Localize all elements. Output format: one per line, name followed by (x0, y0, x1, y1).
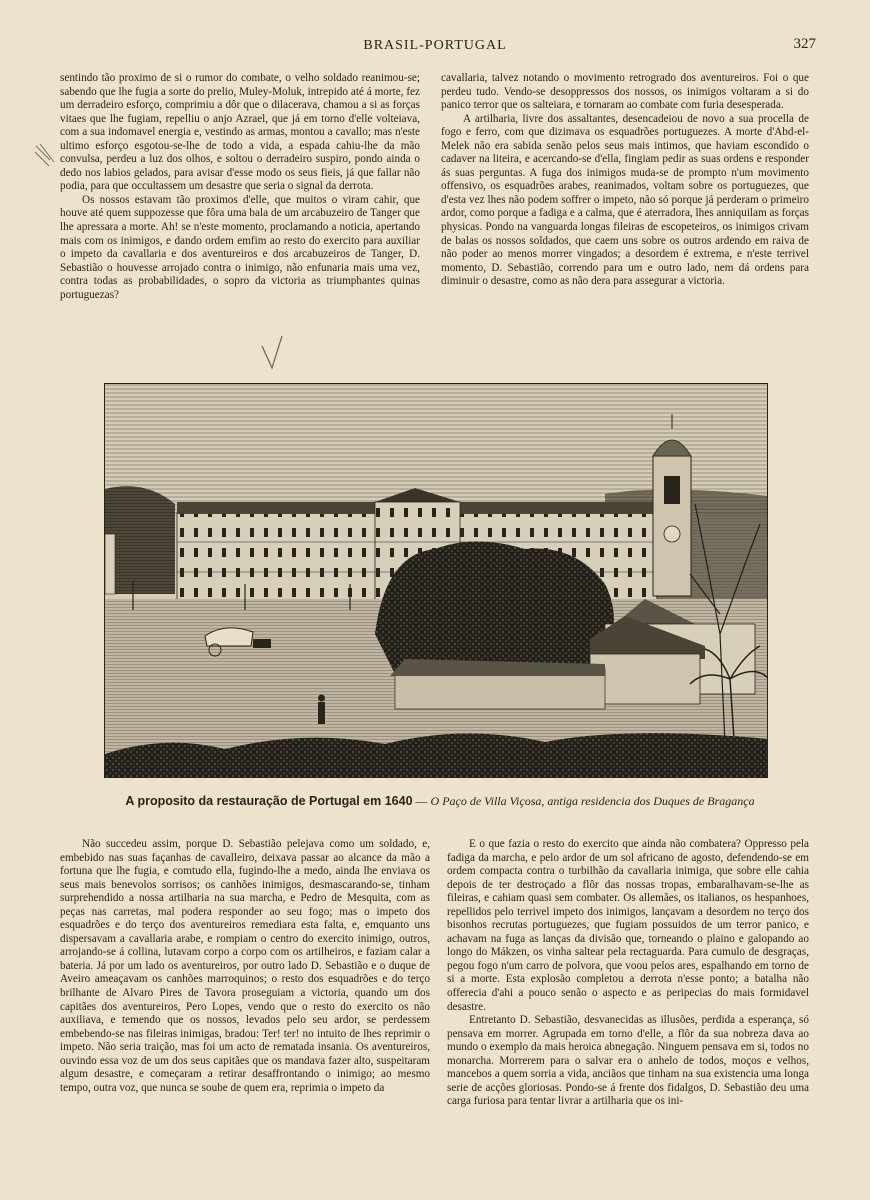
paragraph: A artilharia, livre dos assaltantes, desencadeiou de novo a sua procella de fogo e ferro, com que dizimava os esquadrões portuguezes. A morte d'Abd-el-Melek não era sabida senão pelos seus mais intimos, que haviam escondido o cadaver na liteira, e acercando-se d'ella, fingiam pedir as suas ordens e responder ás suas perguntas. A fuga dos inimigos muda-se de prompto n'um movimento offensivo, os esquadrões arabes, reanimados, voltam sobre os portuguezes, que d'esta vez lhes não podem soffrer o impeto, não só porque já perderam o primeiro ardor, como porque a fadiga e a calma, que é aterradora, lhes anniquilam as forças physicas. Pondo na vanguarda longas fileiras de escopeteiros, os inimigos crivam de balas os nossos soldados, que caem uns sobre os outros ardendo em raiva de não poder ao menos morrer vingados; a desordem é extrema, e n'este terrivel momento, D. Sebastião, correndo para um e outro lado, nem dá ordens para diminuir o desastre, como as não dera para assegurar a victoria. (441, 112, 809, 288)
column-top-right (441, 72, 809, 289)
figure-caption (60, 794, 820, 809)
palace-engraving (105, 384, 768, 778)
caption-title: A proposito da restauração de Portugal em 1640 (125, 794, 413, 808)
column-bottom-left (60, 838, 430, 1095)
tree-cluster (375, 542, 614, 675)
margin-pencil-mark (32, 140, 62, 170)
paragraph: Entretanto D. Sebastião, desvanecidas as illusões, perdida a esperança, só pensava em morrer. Agrupada em torno d'elle, a flôr da sua nobreza dava ao mundo o exemplo da mais heroica abnegação. Ninguem pensava em si, todos no monarcha. Morrerem para o salvar era o anhelo de todos, moços e velhos, mancebos a quem sorria a vida, anciãos que tinham na sua existencia uma longa serie de acções gloriosas. Pondo-se á frente dos fidalgos, D. Sebastião deu uma carga furiosa para tentar livrar a artilharia que os ini- (447, 1014, 809, 1108)
page-number: 327 (793, 36, 816, 52)
caption-description: O Paço de Villa Viçosa, antiga residencia dos Duques de Bragança (430, 794, 755, 808)
paragraph: sentindo tão proximo de si o rumor do combate, o velho soldado reanimou-se; sabendo que lhe fugia a sorte do prelio, Muley-Moluk, intrepido até á morte, fez um derradeiro esforço, comprimiu a dôr que o dilacerava, chamou a si as forças vitaes que lhe fugiam, repelliu o anjo Azrael, que já em torno d'elle volteiava, com a sua indomavel energia e, vestindo as armas, montou a cavallo; mas n'este ultimo esforço esgotou-se-lhe de todo a vida, a espada cahiu-lhe da mão convulsa, perdeu a luz dos olhos, e soltou o derradeiro suspiro, pondo ainda o dedo nos labios gelados, para avisar d'esse modo os seus fieis, já que fallar não podia, para que occultassem um desastre que seria o signal da derrota. (60, 72, 420, 193)
column-top-left (60, 72, 420, 302)
paragraph: cavallaria, talvez notando o movimento retrogrado dos aventureiros. Foi o que perdeu tudo. Vendo-se desoppressos dos nossos, os inimigos voltaram a si do panico terror que os salteiara, e tornaram ao combate com furia desesperada. (441, 72, 809, 112)
caption-dash: — (412, 794, 431, 808)
paragraph: Os nossos estavam tão proximos d'elle, que muitos o viram cahir, que houve até quem suppozesse que fôra uma bala de um arcabuzeiro de Tanger que lhe apressara a morte. Ah! se n'este momento, proclamando a noticia, apertando mais com os inimigos, e dando ordem emfim ao resto do exercito para auxiliar o impeto da cavallaria e dos aventureiros e dos arcabuzeiros de Tanger, D. Sebastião o houvesse arrojado contra o inimigo, não enfunaria mais uma vez, contra todas as probabilidades, o sopro da victoria as triumphantes quinas portuguezas? (60, 193, 420, 301)
paragraph: Não succedeu assim, porque D. Sebastião pelejava como um soldado, e, embebido nas suas façanhas de cavalleiro, deixava passar ao alcance da mão a fortuna que lhe fugia, e comtudo ella, fugindo-lhe a medo, ainda lhe enviava os seus mais benevolos sorrisos; os canhões inimigos, desmascarando-se, tinham surprehendido a nossa artilharia na sua marcha, e Pedro de Mesquita, com as peças nas carretas, mal podera responder ao seu fogo; mas o impeto dos esquadrões e do terço dos aventureiros remediara esta falta, e, emquanto uns dispersavam a cavallaria arabe, e rompiam o centro do exercito inimigo, outros, arrojando-se á collina, lutavam corpo a corpo com os artilheiros, e faziam calar a bateria. Já por um lado os aventureiros, por outro lado D. Sebastião e o duque de Aveiro ameaçavam os canhões marroquinos; o resto dos esquadrões e do terço brilhante de Alvaro Pires de Tavora proseguiam a victoria, quando um dos capitães dos aventureiros, Pero Lopes, vendo que o resto do exercito os não auxiliava, e temendo que os nossos, levados pelo seu ardor, se perdessem embebendo-se nas fileiras inimigas, bradou: Ter! ter! no intuito de lhes reprimir o impeto. Não seria traição, mas foi um acto de rematada insania. Os aventureiros, ouvindo essa voz de um dos seus capitães que os mandava fazer alto, suspeitaram algum desastre, e começaram a retirar desaffrontando o inimigo; ao mesmo tempo, outra voz, que nunca se soube de quem era, reprimia o impeto da (60, 838, 430, 1094)
engraving-illustration (104, 383, 768, 778)
margin-pencil-check (258, 332, 288, 372)
column-bottom-right (447, 838, 809, 1109)
hill (105, 486, 175, 594)
running-title: BRASIL-PORTUGAL (363, 38, 507, 53)
paragraph: E o que fazia o resto do exercito que ainda não combatera? Oppresso pela fadiga da marcha, e pelo ardor de um sol africano de agosto, defendendo-se em ordem compacta contra o turbilhão da cavallaria inimiga, que sobre elle cahia depois de ter destroçado a flôr das nossas tropas, embaralhavam-se-lhe as fileiras, e cahiam quasi sem combater. Os allemães, os italianos, os hespanhoes, repellidos pelo terrivel impeto dos inimigos, lançavam a desordem no terço dos bisonhos recrutas portuguezes, que fugiam possuidos de um terror panico, e achavam na fuga as lanças da divisão que, torneando o plaino e galopando ao longo do Mákzen, os vinha saltear pela rectaguarda. Para cumulo de desgraças, pegou fogo n'um carro de polvora, que voou pelos ares, espalhando em torno de si a morte. Esta explosão completou a derrota n'esse ponto; a batalha não offerecia d'ahi a pouco senão o aspecto e as peripecias do mais formidavel desastre. (447, 838, 809, 1013)
walking-figure (318, 695, 325, 725)
